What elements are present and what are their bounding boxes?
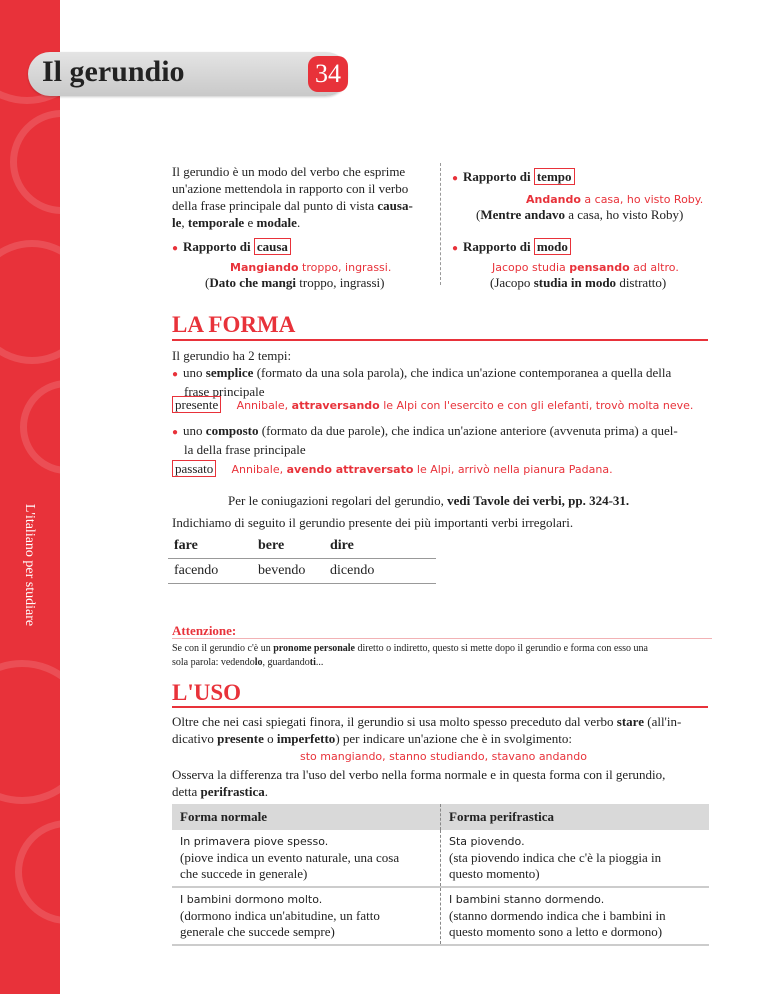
modo-ex-bold: pensando [569, 261, 630, 274]
intro-paragraph [172, 163, 434, 231]
table-cell-normale [172, 887, 441, 945]
passato-row [172, 461, 613, 477]
uso-p2-line-2 [172, 783, 712, 800]
passato-label: passato [172, 460, 216, 477]
rapporto-causa-prefix: Rapporto di [183, 239, 254, 254]
rapporto-modo-word: modo [534, 238, 571, 255]
column-divider [440, 163, 441, 285]
table-cell: bevendo [252, 559, 324, 584]
causa-explain-bold: Dato che mangi [209, 275, 297, 290]
semplice-rest: (formato da una sola parola), che indica un'azione contemporanea a quella della [253, 365, 672, 380]
row-perif-line-2: questo momento sono a letto e dormono) [449, 924, 663, 939]
rapporto-tempo-word: tempo [534, 168, 575, 185]
row-perif-line-1: (sta piovendo indica che c'è la pioggia in [449, 850, 662, 865]
causa-explain-open: ( [205, 275, 210, 290]
intro-line-1: Il gerundio è un modo del verbo che esprime [172, 164, 406, 179]
forma-intro: Il gerundio ha 2 tempi: [172, 348, 292, 363]
col-header-perifrastica: Forma perifrastica [449, 809, 555, 824]
intro-line-2: un'azione mettendola in rapporto con il verbo [172, 181, 409, 196]
intro-temporale: temporale [187, 215, 245, 230]
coniug-bold: vedi Tavole dei verbi, pp. 324-31. [447, 493, 630, 508]
uso-line-1 [172, 713, 712, 730]
coniug-pre: Per le coniugazioni regolari del gerundio, [228, 493, 448, 508]
irregular-verbs-table [168, 534, 436, 584]
rapporto-causa-example [230, 261, 391, 274]
composto-pre: uno [183, 423, 206, 438]
att-l2-end: ... [315, 657, 324, 668]
irregolari-intro: Indichiamo di seguito il gerundio presente dei più importanti verbi irregolari. [172, 515, 574, 530]
table-cell-normale [172, 830, 441, 887]
attenzione-rule [172, 638, 712, 639]
att-l2-pre: sola parola: vedendo [172, 657, 255, 668]
row-perif-example: I bambini stanno dormendo. [449, 893, 605, 906]
modo-explain-pre: (Jacopo [490, 275, 534, 290]
modo-ex-pre: Jacopo studia [492, 261, 570, 274]
uso-p1-b: (all'in- [643, 714, 682, 729]
bullet-icon: ● [172, 369, 179, 380]
table-row [172, 830, 709, 887]
forma-composto [172, 422, 712, 458]
uso-o: o [263, 731, 277, 746]
rapporto-modo-explain [490, 274, 666, 291]
rapporto-tempo-example [526, 193, 703, 206]
uso-p2-line-1: Osserva la differenza tra l'uso del verbo nella forma normale e in questa forma con il gerundio, [172, 767, 666, 782]
composto-rest2: la della frase principale [184, 442, 306, 457]
coniugazioni-ref [228, 493, 629, 509]
sidebar-label-box [14, 500, 44, 630]
heading-rule [172, 706, 708, 708]
intro-le: le [172, 215, 182, 230]
row-perif-line-1: (stanno dormendo indica che i bambini in [449, 908, 666, 923]
rapporto-tempo-heading [452, 168, 575, 187]
table-cell: facendo [168, 559, 252, 584]
table-row [168, 559, 436, 584]
bullet-icon: ● [172, 427, 179, 438]
bullet-icon: ● [452, 173, 459, 184]
presente-row [172, 397, 693, 413]
heading-rule [172, 339, 708, 341]
forma-section [172, 347, 712, 400]
table-head-cell: fare [168, 534, 252, 559]
uso-p2-b: detta [172, 784, 201, 799]
bullet-icon: ● [452, 243, 459, 254]
uso-p1-a: Oltre che nei casi spiegati finora, il gerundio si usa molto spesso preceduto dal verbo [172, 714, 617, 729]
passato-ex-bold: avendo attraversato [286, 463, 414, 476]
forma-semplice-line [172, 364, 712, 383]
row-normale-line-2: che succede in generale) [180, 866, 308, 881]
causa-ex-rest: troppo, ingrassi. [298, 261, 392, 274]
table-row [172, 887, 709, 945]
composto-bold: composto [205, 423, 259, 438]
passato-ex-rest: le Alpi, arrivò nella pianura Padana. [413, 463, 613, 476]
intro-sep2: e [244, 215, 257, 230]
rapporto-modo-prefix: Rapporto di [463, 239, 534, 254]
composto-rest: (formato da due parole), che indica un'azione anteriore (avvenuta prima) a quel- [258, 423, 678, 438]
modo-ex-rest: ad altro. [629, 261, 679, 274]
tempo-explain-bold: Mentre andavo [480, 207, 565, 222]
rapporto-causa-heading [172, 238, 291, 257]
uso-perifrastica: perifrastica [200, 784, 265, 799]
attenzione-line-2 [172, 656, 712, 670]
presente-ex-rest: le Alpi con l'esercito e con gli elefanti, trovò molta neve. [379, 399, 694, 412]
comparison-header-row [172, 804, 709, 830]
sidebar [0, 0, 60, 994]
intro-line-3 [172, 197, 434, 214]
semplice-rest2: frase principale [184, 384, 265, 399]
intro-end: . [296, 215, 301, 230]
uso-stare: stare [616, 714, 644, 729]
attenzione-line-1 [172, 642, 712, 656]
uso-paragraph-2 [172, 766, 712, 800]
col-header-normale: Forma normale [172, 804, 441, 830]
table-cell-perifrastica [441, 887, 710, 945]
att-l2-b1: lo [254, 657, 263, 668]
uso-imperfetto: imperfetto [276, 731, 336, 746]
uso-line-2 [172, 730, 712, 747]
semplice-bold: semplice [205, 365, 254, 380]
intro-sep1: , [181, 215, 188, 230]
att-bold: pronome personale [273, 643, 355, 654]
chapter-number: 34 [308, 56, 348, 92]
attenzione-text [172, 642, 712, 670]
row-normale-line-2: generale che succede sempre) [180, 924, 335, 939]
table-head-cell: dire [324, 534, 436, 559]
sidebar-label: L'italiano per studiare [22, 503, 37, 627]
tempo-explain-rest: a casa, ho visto Roby) [564, 207, 684, 222]
presente-ex-pre: Annibale, [236, 399, 292, 412]
tempo-ex-rest: a casa, ho visto Roby. [580, 193, 704, 206]
row-perif-line-2: questo momento) [449, 866, 540, 881]
att-l2-b2: ti [309, 657, 316, 668]
page-title: Il gerundio [42, 55, 185, 88]
intro-causa: causa- [377, 198, 413, 213]
uso-p1-d: ) per indicare un'azione che è in svolgimento: [335, 731, 572, 746]
rapporto-tempo-prefix: Rapporto di [463, 169, 534, 184]
comparison-table [172, 804, 709, 946]
tempo-explain-open: ( [476, 207, 481, 222]
attenzione-title: Attenzione: [172, 623, 237, 638]
att-l2-mid: , guardando [262, 657, 310, 668]
intro-text-3: della frase principale dal punto di vista [172, 198, 378, 213]
att-rest: diretto o indiretto, questo si mette dopo il gerundio e forma con esso una [355, 643, 648, 654]
semplice-pre: uno [183, 365, 206, 380]
uso-examples: sto mangiando, stanno studiando, stavano andando [300, 750, 587, 763]
table-head-cell: bere [252, 534, 324, 559]
table-header-row [168, 534, 436, 559]
row-normale-example: In primavera piove spesso. [180, 835, 329, 848]
presente-ex-bold: attraversando [291, 399, 380, 412]
row-normale-line-1: (piove indica un evento naturale, una cosa [180, 850, 400, 865]
passato-ex-pre: Annibale, [231, 463, 287, 476]
uso-presente: presente [217, 731, 264, 746]
rapporto-causa-word: causa [254, 238, 291, 255]
table-cell-perifrastica [441, 830, 710, 887]
presente-label: presente [172, 396, 221, 413]
rapporto-modo-heading [452, 238, 571, 257]
tempo-ex-bold: Andando [526, 193, 581, 206]
causa-ex-bold: Mangiando [230, 261, 299, 274]
heading-uso: L'USO [172, 680, 242, 705]
bullet-icon: ● [172, 243, 179, 254]
modo-explain-bold: studia in modo [533, 275, 617, 290]
uso-p1-c: dicativo [172, 731, 218, 746]
causa-explain-rest: troppo, ingrassi) [296, 275, 385, 290]
row-normale-line-1: (dormono indica un'abitudine, un fatto [180, 908, 380, 923]
att-pre: Se con il gerundio c'è un [172, 643, 274, 654]
table-cell: dicendo [324, 559, 436, 584]
uso-p2-end: . [264, 784, 269, 799]
row-normale-example: I bambini dormono molto. [180, 893, 323, 906]
passato-example [232, 463, 613, 476]
presente-example [237, 399, 694, 412]
composto-line [172, 422, 712, 441]
modo-explain-rest: distratto) [616, 275, 667, 290]
intro-line-4 [172, 214, 434, 231]
rapporto-tempo-explain [476, 206, 683, 223]
intro-modale: modale [256, 215, 297, 230]
row-perif-example: Sta piovendo. [449, 835, 525, 848]
heading-la-forma: LA FORMA [172, 312, 296, 337]
rapporto-causa-explain [205, 274, 384, 291]
uso-paragraph-1 [172, 713, 712, 747]
rapporto-modo-example [492, 261, 679, 274]
